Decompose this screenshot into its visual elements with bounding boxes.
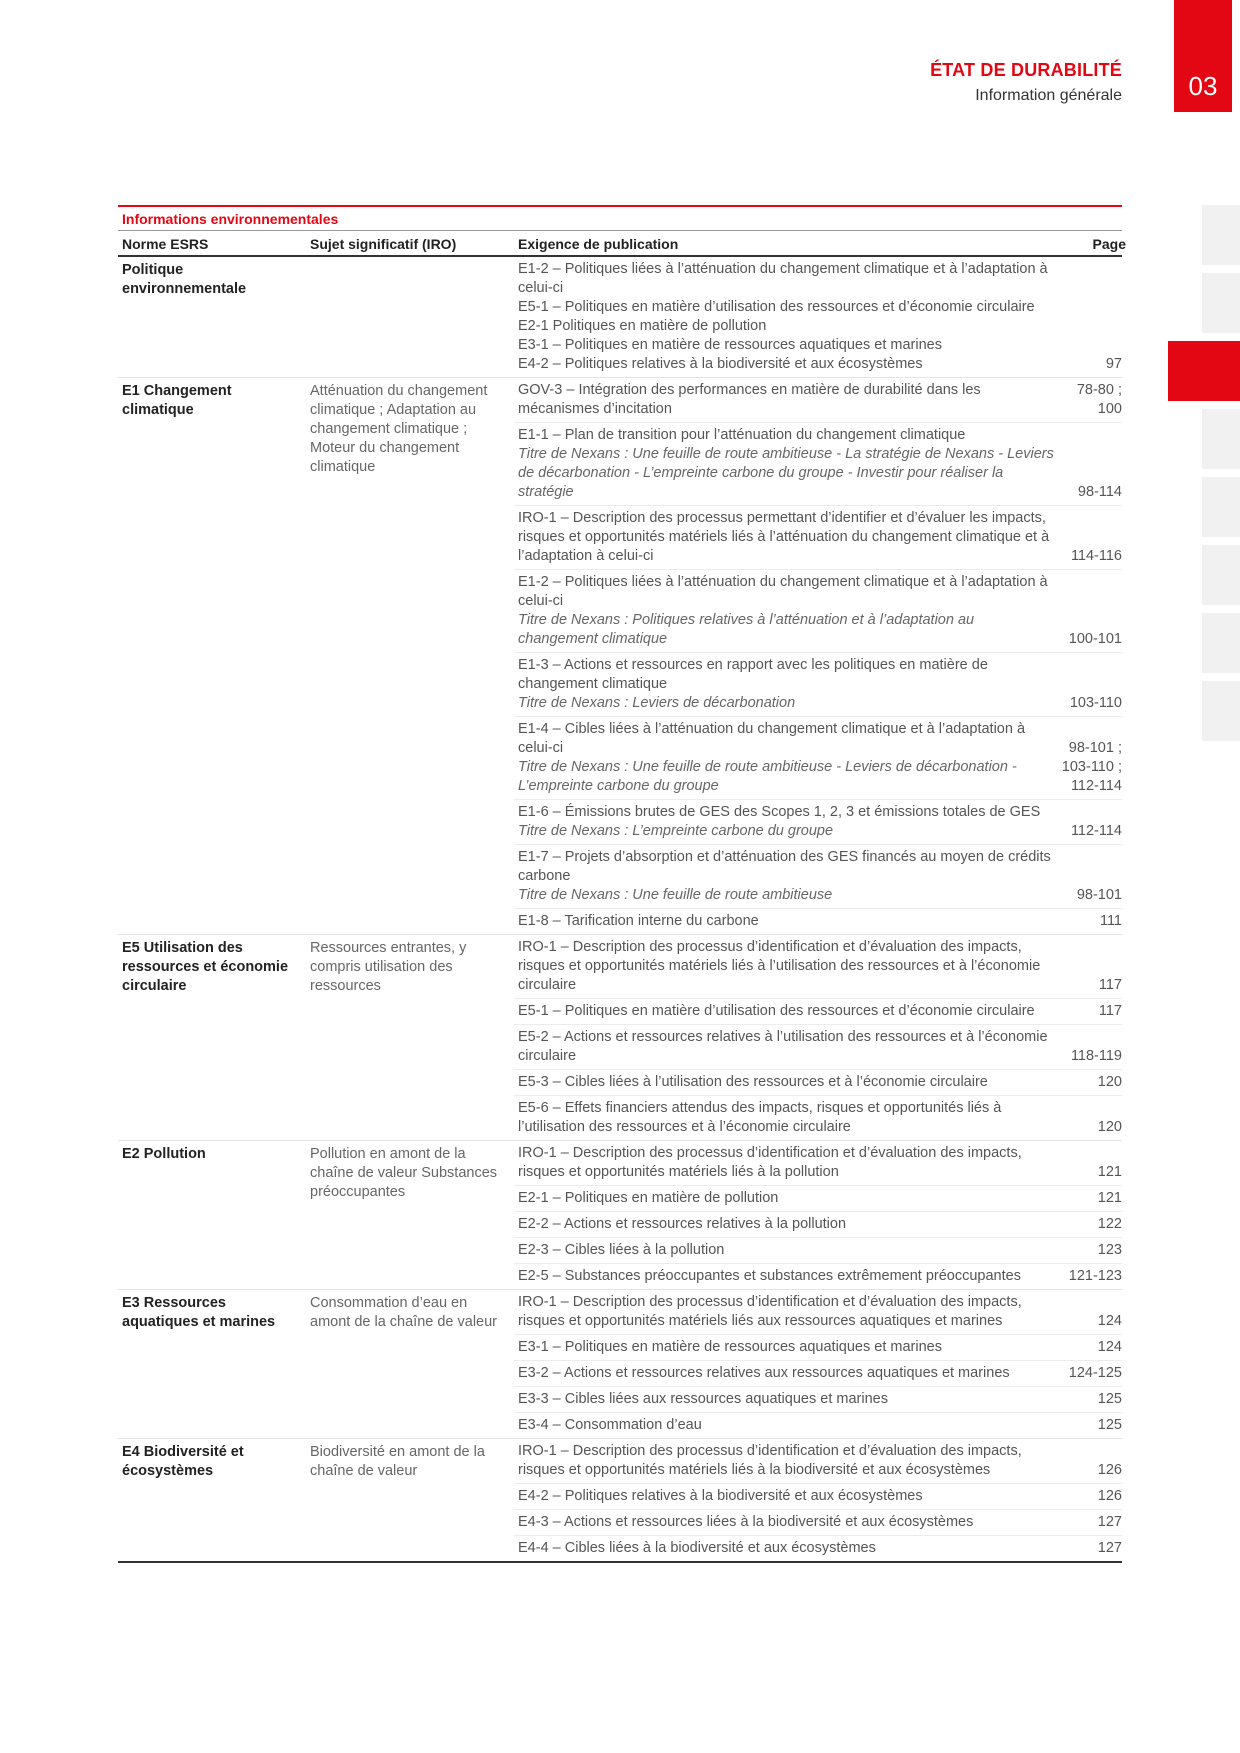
exigence-text: E1-4 – Cibles liées à l’atténuation du changement climatique et à l’adaptation à celui-ci [518,721,1026,756]
page-cell [1056,573,1126,649]
page-reference: 127 [1097,1540,1122,1556]
page-reference: 127 [1097,1514,1122,1530]
exigence-text: E2-1 – Politiques en matière de pollution [518,1190,779,1206]
table-group [118,1290,1122,1439]
page-cell [1056,509,1126,566]
page-cell [1056,1073,1126,1092]
requirement-list [514,378,1122,934]
page-reference: 103-110 [1069,695,1122,711]
table-row [514,1264,1122,1289]
page-cell [1056,1416,1126,1435]
table-row [514,378,1122,423]
table-row [514,423,1122,506]
exigence-text: E5-1 – Politiques en matière d’utilisation des ressources et d’économie circulaire [518,1003,1035,1019]
side-tab-active[interactable] [1168,341,1240,401]
side-tab[interactable] [1202,477,1240,537]
nexans-title-text: Titre de Nexans : Leviers de décarbonation [518,695,796,711]
table-row [514,570,1122,653]
exigence-cell [518,260,1056,374]
table-row [514,717,1122,800]
page-cell [1056,1144,1126,1182]
sujet-significatif-cell [306,257,514,377]
exigence-text: E3-4 – Consommation d’eau [518,1417,702,1433]
page-reference: 114-116 [1070,548,1122,564]
exigence-cell [518,1390,1056,1409]
exigence-cell [518,1513,1056,1532]
column-header-exigence: Exigence de publication [518,236,679,252]
chapter-number-badge: 03 [1174,0,1232,112]
exigence-text: E3-1 – Politiques en matière de ressources aquatiques et marines [518,1339,942,1355]
page-cell [1056,1267,1126,1286]
exigence-cell [518,1099,1056,1137]
sujet-significatif-cell: Pollution en amont de la chaîne de valeur Substances préoccupantes [310,1146,498,1200]
exigence-text: E5-2 – Actions et ressources relatives à l’utilisation des ressources et à l’économie circulaire [518,1029,1048,1064]
norme-esrs-cell: E3 Ressources aquatiques et marines [122,1295,276,1330]
exigence-cell [518,573,1056,649]
norme-esrs-cell: E1 Changement climatique [122,383,232,418]
sujet-significatif-cell: Atténuation du changement climatique ; Adaptation au changement climatique ; Moteur du changement climatique [310,383,488,475]
exigence-cell [518,1487,1056,1506]
table-row [514,1025,1122,1070]
sujet-significatif-cell: Consommation d’eau en amont de la chaîne de valeur [310,1295,498,1330]
norme-esrs-cell: E4 Biodiversité et écosystèmes [122,1444,244,1479]
norme-esrs-cell: E5 Utilisation des ressources et économie circulaire [122,940,289,994]
table-row [514,935,1122,999]
page-reference: 78-80 ; [1076,382,1122,398]
exigence-text: E3-3 – Cibles liées aux ressources aquatiques et marines [518,1391,888,1407]
exigence-cell [518,1267,1056,1286]
table-row [514,1238,1122,1264]
side-tab[interactable] [1202,613,1240,673]
nexans-title-text: Titre de Nexans : L’empreinte carbone du groupe [518,823,834,839]
sujet-significatif-cell: Biodiversité en amont de la chaîne de valeur [310,1444,485,1479]
table-header-row [118,231,1126,257]
page-reference: 125 [1097,1417,1122,1433]
exigence-cell [518,1293,1056,1331]
exigence-text: E1-8 – Tarification interne du carbone [518,913,759,929]
header-subtitle: Information générale [975,87,1122,104]
exigence-text: E4-4 – Cibles liées à la biodiversité et aux écosystèmes [518,1540,876,1556]
page-reference: 122 [1097,1216,1122,1232]
page-cell [1056,1028,1126,1066]
exigence-text: E5-6 – Effets financiers attendus des impacts, risques et opportunités liés à l’utilisation des ressources et à l’économie circulaire [518,1100,1002,1135]
exigence-text: IRO-1 – Description des processus d’identification et d’évaluation des impacts, risques et opportunités matériels liés aux ressources aquatiques et marines [518,1294,1022,1329]
exigence-cell [518,426,1056,502]
table-row [514,1510,1122,1536]
exigence-text: IRO-1 – Description des processus d’identification et d’évaluation des impacts, risques et opportunités matériels liés à l’utilisation des ressources et à l’économie circulaire [518,939,1041,993]
page-cell [1056,1338,1126,1357]
exigence-cell [518,381,1056,419]
page-reference: 118-119 [1070,1048,1122,1064]
page-reference: 126 [1097,1488,1122,1504]
page-reference: 120 [1097,1119,1122,1135]
nexans-title-text: Titre de Nexans : Une feuille de route ambitieuse - La stratégie de Nexans - Leviers de décarbonation - L’empreinte carbone du groupe - Investir pour réaliser la stratégie [518,446,1054,500]
header-title: ÉTAT DE DURABILITÉ [930,60,1122,80]
column-header-sujet: Sujet significatif (IRO) [310,236,457,252]
page-reference: 124 [1097,1339,1122,1355]
table-row [514,1290,1122,1335]
esrs-table [118,205,1126,1563]
table-group [118,935,1122,1141]
page-reference: 112-114 [1070,823,1122,839]
page-cell [1056,1002,1126,1021]
page-cell [1056,1442,1126,1480]
exigence-cell [518,1073,1056,1092]
requirement-list [514,257,1122,377]
table-row [514,653,1122,717]
page-cell [1056,1293,1126,1331]
page-reference: 117 [1098,977,1122,993]
section-title: Informations environnementales [118,205,1122,231]
exigence-cell [518,1002,1056,1021]
table-group [118,1439,1122,1563]
page-reference: 126 [1097,1462,1122,1478]
page-cell [1056,1390,1126,1409]
exigence-text: E3-1 – Politiques en matière de ressources aquatiques et marines [518,337,942,353]
table-body [118,257,1122,1563]
page-reference: 97 [1105,356,1122,372]
side-tab[interactable] [1202,409,1240,469]
page-cell [1056,260,1126,374]
requirement-list [514,1439,1122,1561]
exigence-cell [518,803,1056,841]
table-row [514,1212,1122,1238]
table-row [514,1186,1122,1212]
nexans-title-text: Titre de Nexans : Une feuille de route ambitieuse - Leviers de décarbonation - L’empreinte carbone du groupe [518,759,1017,794]
exigence-text: E4-2 – Politiques relatives à la biodiversité et aux écosystèmes [518,356,923,372]
page-reference: 100-101 [1068,631,1122,647]
page-reference: 98-114 [1077,484,1122,500]
exigence-text: E1-2 – Politiques liées à l’atténuation du changement climatique et à l’adaptation à celui-ci [518,261,1048,296]
page-cell [1056,1241,1126,1260]
page-cell [1056,1189,1126,1208]
table-row [514,1141,1122,1186]
exigence-cell [518,1416,1056,1435]
table-group [118,257,1122,378]
page-reference: 121 [1097,1190,1122,1206]
requirement-list [514,935,1122,1140]
page-cell [1056,1539,1126,1558]
exigence-text: E5-3 – Cibles liées à l’utilisation des ressources et à l’économie circulaire [518,1074,988,1090]
column-header-norme: Norme ESRS [122,236,209,252]
page-reference: 120 [1097,1074,1122,1090]
exigence-cell [518,912,1056,931]
exigence-text: E2-5 – Substances préoccupantes et substances extrêmement préoccupantes [518,1268,1021,1284]
exigence-cell [518,1189,1056,1208]
table-row [514,845,1122,909]
exigence-text: E3-2 – Actions et ressources relatives aux ressources aquatiques et marines [518,1365,1010,1381]
column-header-page: Page [1092,236,1126,252]
page-reference: 124-125 [1068,1365,1122,1381]
exigence-text: IRO-1 – Description des processus d’identification et d’évaluation des impacts, risques et opportunités matériels liés à la pollution [518,1145,1022,1180]
page-cell [1056,938,1126,995]
table-row [514,1335,1122,1361]
exigence-text: E5-1 – Politiques en matière d’utilisation des ressources et d’économie circulaire E2-1 Politiques en matière de pollution [518,299,1035,334]
table-row [514,1096,1122,1140]
table-row [514,999,1122,1025]
page-reference: 121 [1097,1164,1122,1180]
exigence-cell [518,938,1056,995]
side-tab[interactable] [1202,681,1240,741]
table-row [514,1387,1122,1413]
exigence-cell [518,509,1056,566]
page-cell [1056,803,1126,841]
table-row [514,909,1122,934]
nexans-title-text: Titre de Nexans : Une feuille de route ambitieuse [518,887,833,903]
side-tab[interactable] [1202,545,1240,605]
table-row [514,1439,1122,1484]
page-reference: 125 [1097,1391,1122,1407]
page-cell [1056,426,1126,502]
table-group [118,378,1122,935]
page-reference: 112-114 [1070,778,1122,794]
page-reference: 103-110 ; [1061,759,1122,775]
exigence-text: E1-2 – Politiques liées à l’atténuation du changement climatique et à l’adaptation à celui-ci [518,574,1048,609]
norme-esrs-cell: E2 Pollution [122,1146,206,1162]
page-cell [1056,1099,1126,1137]
exigence-cell [518,1364,1056,1383]
page-reference: 98-101 [1076,887,1122,903]
side-tab[interactable] [1202,273,1240,333]
page-reference: 121-123 [1068,1268,1122,1284]
exigence-text: IRO-1 – Description des processus d’identification et d’évaluation des impacts, risques et opportunités matériels liés à la biodiversité et aux écosystèmes [518,1443,1022,1478]
page-cell [1056,1513,1126,1532]
table-row [514,800,1122,845]
page-reference: 123 [1097,1242,1122,1258]
page-reference: 117 [1098,1003,1122,1019]
exigence-text: E1-1 – Plan de transition pour l’atténuation du changement climatique [518,427,966,443]
exigence-text: E4-3 – Actions et ressources liées à la biodiversité et aux écosystèmes [518,1514,974,1530]
exigence-cell [518,656,1056,713]
norme-esrs-cell: Politique environnementale [122,262,247,297]
table-row [514,1484,1122,1510]
table-row [514,506,1122,570]
exigence-cell [518,1215,1056,1234]
sujet-significatif-cell: Ressources entrantes, y compris utilisation des ressources [310,940,467,994]
exigence-text: E4-2 – Politiques relatives à la biodiversité et aux écosystèmes [518,1488,923,1504]
exigence-cell [518,720,1056,796]
side-navigation-tabs [1202,205,1240,749]
exigence-cell [518,1539,1056,1558]
page-cell [1056,381,1126,419]
exigence-text: E1-6 – Émissions brutes de GES des Scopes 1, 2, 3 et émissions totales de GES [518,804,1041,820]
exigence-text: E2-2 – Actions et ressources relatives à la pollution [518,1216,847,1232]
exigence-text: E1-7 – Projets d’absorption et d’atténuation des GES financés au moyen de crédits carbone [518,849,1051,884]
table-row [514,1361,1122,1387]
exigence-text: E1-3 – Actions et ressources en rapport avec les politiques en matière de changement climatique [518,657,988,692]
exigence-cell [518,1442,1056,1480]
table-row [514,1070,1122,1096]
page-reference: 124 [1097,1313,1122,1329]
page-cell [1056,1364,1126,1383]
page-cell [1056,848,1126,905]
table-group [118,1141,1122,1290]
requirement-list [514,1141,1122,1289]
exigence-text: GOV-3 – Intégration des performances en matière de durabilité dans les mécanismes d’incitation [518,382,981,417]
table-row [514,1413,1122,1438]
table-row [514,1536,1122,1561]
page-reference: 111 [1099,913,1122,929]
exigence-text: IRO-1 – Description des processus permettant d’identifier et d’évaluer les impacts, risques et opportunités matériels liés à l’atténuation du changement climatique et à l’adaptation à celui-ci [518,510,1050,564]
page-header [930,60,1122,105]
page-reference: 98-101 ; [1068,740,1122,756]
page-cell [1056,656,1126,713]
exigence-text: E2-3 – Cibles liées à la pollution [518,1242,725,1258]
exigence-cell [518,1338,1056,1357]
page-cell [1056,720,1126,796]
page-cell [1056,1215,1126,1234]
requirement-list [514,1290,1122,1438]
exigence-cell [518,1241,1056,1260]
exigence-cell [518,1144,1056,1182]
table-row [514,257,1122,377]
page-reference: 100 [1097,401,1122,417]
side-tab[interactable] [1202,205,1240,265]
page-cell [1056,912,1126,931]
page-cell [1056,1487,1126,1506]
exigence-cell [518,1028,1056,1066]
exigence-cell [518,848,1056,905]
nexans-title-text: Titre de Nexans : Politiques relatives à l’atténuation et à l’adaptation au changement climatique [518,612,975,647]
